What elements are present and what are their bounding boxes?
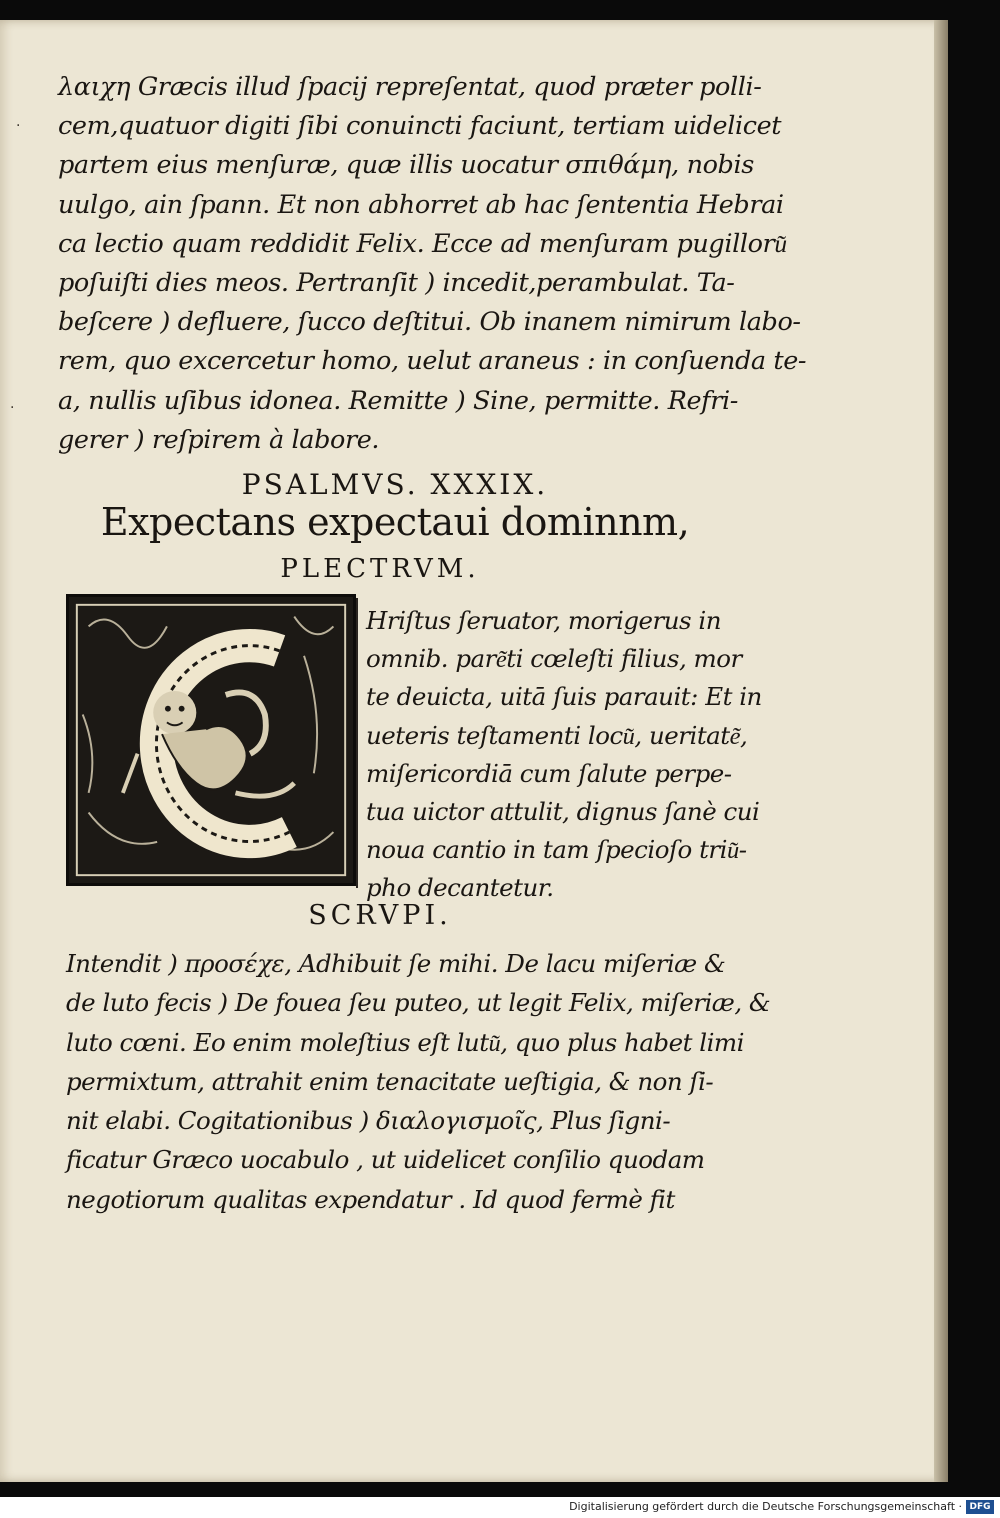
text-line: λαιχη Græcis illud ſpacij repreſentat, quod præter polli- bbox=[58, 72, 762, 102]
text-line: partem eius menſuræ, quæ illis uocatur σπιθάμη, nobis bbox=[58, 150, 754, 181]
text-line: luto cœni. Eo enim moleſtius eſt lutu͂, quo plus habet limi bbox=[66, 1027, 744, 1057]
text-line: de luto fecis ) De fouea ſeu puteo, ut legit Felix, miſeriæ, & bbox=[66, 988, 771, 1018]
text-line: ueteris teſtamenti locu͂, ueritate͂, bbox=[366, 720, 748, 750]
text-line: pho decantetur. bbox=[366, 873, 554, 903]
text-line: nit elabi. Cogitationibus ) διαλογισμοῖς, Plus ſigni- bbox=[66, 1106, 671, 1136]
text-line: beſcere ) defluere, ſucco deſtitui. Ob inanem nimirum labo- bbox=[58, 307, 801, 338]
text-line: Hriſtus ſeruator, morigerus in bbox=[366, 606, 722, 635]
margin-mark: · bbox=[10, 400, 15, 416]
text-line: negotiorum qualitas expendatur . Id quod fermè fit bbox=[66, 1184, 675, 1214]
text-line: noua cantio in tam ſpecioſo triu͂- bbox=[366, 835, 747, 865]
text-line: ficatur Græco uocabulo , ut uidelicet conſilio quodam bbox=[66, 1145, 705, 1175]
text-line: a, nullis uſibus idonea. Remitte ) Sine, permitte. Refri- bbox=[58, 385, 738, 416]
text-line: permixtum, attrahit enim tenacitate ueſtigia, & non ſi- bbox=[66, 1066, 714, 1096]
text-line: Intendit ) προσέχε, Adhibuit ſe mihi. De lacu miſeriæ & bbox=[66, 949, 726, 978]
footer-bar bbox=[0, 1497, 1000, 1518]
funding-credit: Digitalisierung gefördert durch die Deutsche Forschungsgemeinschaft · bbox=[569, 1500, 962, 1513]
text-line: te deuicta, uitā ſuis parauit: Et in bbox=[366, 682, 762, 712]
scrupi-text bbox=[66, 944, 771, 1219]
text-line: cem,quatuor digiti ſibi conuincti faciunt, tertiam uidelicet bbox=[58, 111, 782, 142]
plectrum-text bbox=[366, 602, 762, 908]
page-edge bbox=[934, 20, 948, 1482]
dfg-logo: DFG bbox=[966, 1500, 994, 1514]
text-line: poſuiſti dies meos. Pertranſit ) incedit,perambulat. Ta- bbox=[58, 268, 735, 299]
text-line: tua uictor attulit, dignus ſanè cui bbox=[366, 797, 760, 827]
psalm-number: PSALMVS. XXXIX. bbox=[241, 468, 549, 501]
scrupi-heading: SCRVPI. bbox=[308, 900, 452, 931]
text-line: rem, quo excercetur homo, uelut araneus : in conſuenda te- bbox=[58, 346, 807, 377]
text-line: omnib. pare͂ti cœleſti filius, mor bbox=[366, 644, 742, 674]
text-line: miſericordiā cum ſalute perpe- bbox=[366, 758, 732, 788]
text-line: uulgo, ain ſpann. Et non abhorret ab hac ſententia Hebrai bbox=[58, 189, 784, 220]
margin-mark: · bbox=[16, 118, 21, 134]
decorated-initial-woodcut bbox=[66, 594, 356, 886]
column-rule bbox=[356, 598, 358, 888]
text-line: ca lectio quam reddidit Felix. Ecce ad menſuram pugilloru͂ bbox=[58, 228, 787, 259]
text-line: gerer ) reſpirem à labore. bbox=[58, 424, 380, 455]
commentary-text bbox=[58, 68, 807, 460]
psalm-incipit: Expectans expectaui dominnm, bbox=[100, 500, 690, 544]
plectrum-heading: PLECTRVM. bbox=[280, 554, 480, 584]
initial-c-illustration bbox=[69, 597, 353, 883]
